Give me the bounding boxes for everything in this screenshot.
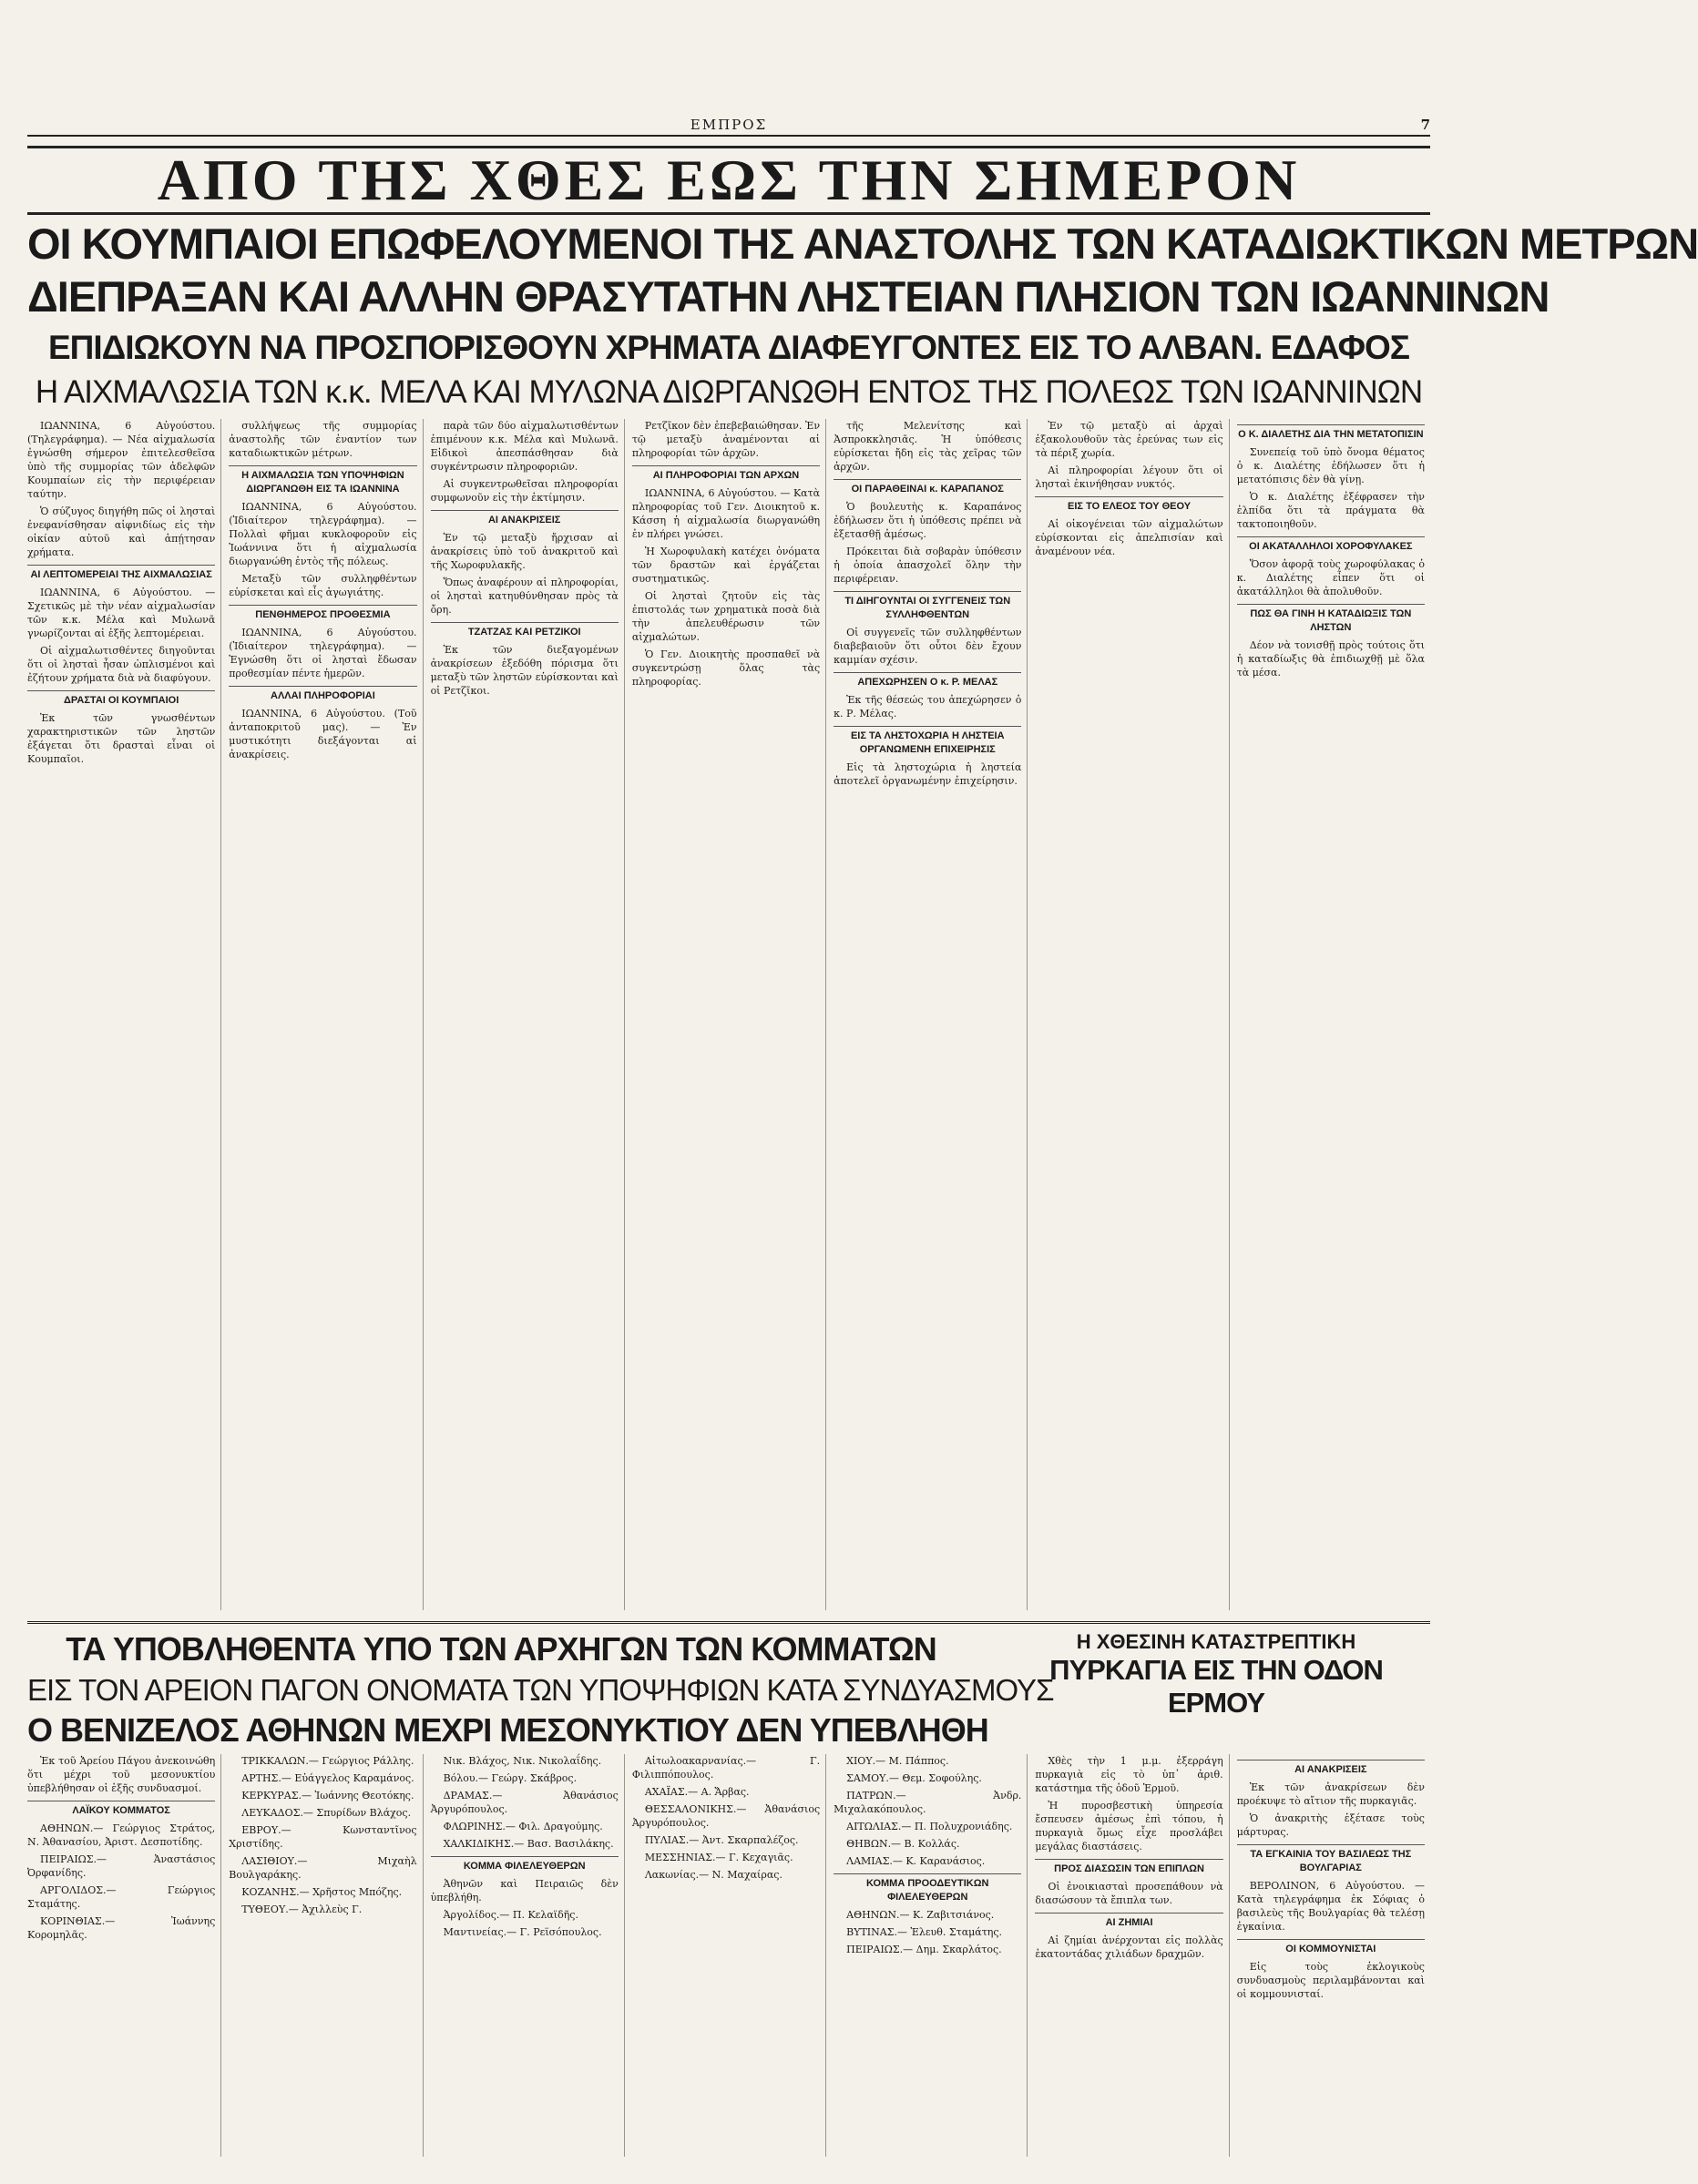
paragraph: Ἐκ τῶν γνωσθέντων χαρακτηριστικῶν τῶν ληστῶν ἐξάγεται ὅτι δρασταὶ εἶναι οἱ Κουμπαῖοι. (27, 712, 216, 765)
paragraph: ΑΙΤΩΛΙΑΣ.— Π. Πολυχρονιάδης. (846, 1821, 1013, 1832)
paragraph: Λακωνίας.— Ν. Μαχαίρας. (644, 1869, 783, 1881)
paragraph: ΑΘΗΝΩΝ.— Γεώργιος Στράτος, Ν. Ἀθανασίου, Ἀριστ. Δεσποτίδης. (27, 1822, 216, 1848)
paragraph: ΙΩΑΝΝΙΝΑ, 6 Αὐγούστου. — Σχετικῶς μὲ τὴν νέαν αἰχμαλωσίαν τῶν κ.κ. Μέλα καὶ Μυλωνᾶ γνωρίζονται αἱ ἑξῆς λεπτομέρειαι. (27, 587, 216, 639)
article-column (1035, 1754, 1229, 2157)
paragraph: Αἱ συγκεντρωθεῖσαι πληροφορίαι συμφωνοῦν εἰς τὴν ἐκτίμησιν. (430, 478, 619, 504)
paragraph: ΛΑΜΙΑΣ.— Κ. Καρανάσιος. (846, 1855, 986, 1867)
article-column (1237, 419, 1430, 1610)
upper-article-columns (27, 419, 1430, 1610)
paragraph: ΙΩΑΝΝΙΝΑ, 6 Αὐγούστου. — Κατὰ πληροφορίας τοῦ Γεν. Διοικητοῦ κ. Κάσση ἡ αἰχμαλωσία διωργανώθη ἐν πλήρει γνώσει. (631, 487, 821, 540)
paragraph: Ὁ Γεν. Διοικητὴς προσπαθεῖ νὰ συγκεντρώσῃ ὅλας τὰς πληροφορίας. (631, 648, 821, 688)
paragraph: Οἱ λησταὶ ζητοῦν εἰς τὰς ἐπιστολάς των χρηματικὰ ποσὰ διὰ τὴν ἀπελευθέρωσιν τῶν αἰχμαλώτων. (631, 590, 821, 643)
subheading: ΟΙ ΚΟΜΜΟΥΝΙΣΤΑΙ (1237, 1939, 1425, 1956)
paragraph: Νικ. Βλάχος, Νικ. Νικολαΐδης. (443, 1755, 602, 1767)
article-column (27, 419, 221, 1610)
paragraph: ΘΕΣΣΑΛΟΝΙΚΗΣ.— Ἀθανάσιος Ἀργυρόπουλος. (631, 1803, 821, 1829)
paragraph: Βόλου.— Γεώργ. Σκάβρος. (443, 1772, 578, 1784)
paragraph: Αἱ ζημίαι ἀνέρχονται εἰς πολλὰς ἑκατοντάδας χιλιάδων δραχμῶν. (1035, 1934, 1223, 1960)
article-column (229, 419, 423, 1610)
newspaper-name: ΕΜΠΡΟΣ (690, 117, 768, 133)
subheading: ΑΛΛΑΙ ΠΛΗΡΟΦΟΡΙΑΙ (229, 686, 416, 703)
article-column (431, 419, 625, 1610)
paragraph: τῆς Μελενίτσης καὶ Ἀσπροκκλησιᾶς. Ἡ ὑπόθεσις εὑρίσκεται ἤδη εἰς τὰς χεῖρας τῶν ἀρχῶν. (834, 420, 1022, 473)
paragraph: Χθὲς τὴν 1 μ.μ. ἐξερράγη πυρκαγιὰ εἰς τὸ ὑπ᾽ ἀριθ. κατάστημα τῆς ὁδοῦ Ἑρμοῦ. (1035, 1755, 1223, 1794)
fire-article-headline (1002, 1630, 1430, 1720)
paragraph: Ἐν τῷ μεταξὺ ἤρχισαν αἱ ἀνακρίσεις ὑπὸ τοῦ ἀνακριτοῦ καὶ τῆς Χωροφυλακῆς. (430, 532, 619, 571)
lower-headline-1: ΤΑ ΥΠΟΒΛΗΘΕΝΤΑ ΥΠΟ ΤΩΝ ΑΡΧΗΓΩΝ ΤΩΝ ΚΟΜΜΑΤΩΝ (66, 1630, 936, 1668)
running-head (27, 117, 1430, 137)
subheading: ΠΕΝΘΗΜΕΡΟΣ ΠΡΟΘΕΣΜΙΑ (229, 605, 416, 622)
paragraph: Οἱ συγγενεῖς τῶν συλληφθέντων διαβεβαιοῦν ὅτι οὗτοι δὲν ἔχουν καμμίαν σχέσιν. (834, 627, 1022, 666)
paragraph: ΚΟΡΙΝΘΙΑΣ.— Ἰωάννης Κορομηλᾶς. (27, 1915, 216, 1941)
subheading: ΑΙ ΠΛΗΡΟΦΟΡΙΑΙ ΤΩΝ ΑΡΧΩΝ (632, 465, 820, 483)
paragraph: ΚΟΖΑΝΗΣ.— Χρῆστος Μπόζης. (241, 1886, 403, 1898)
paragraph: Ἡ πυροσβεστικὴ ὑπηρεσία ἔσπευσεν ἀμέσως ἐπὶ τόπου, ἡ πυρκαγιὰ ὅμως εἶχε προσλάβει μεγάλας διαστάσεις. (1035, 1800, 1223, 1852)
paragraph: Ἐκ τῶν διεξαγομένων ἀνακρίσεων ἐξεδόθη πόρισμα ὅτι μεταξὺ τῶν ληστῶν εὑρίσκονται καὶ οἱ Ρετζῖκοι. (430, 644, 619, 697)
paragraph: ΔΡΑΜΑΣ.— Ἀθανάσιος Ἀργυρόπουλος. (430, 1790, 619, 1815)
paragraph: ΛΕΥΚΑΔΟΣ.— Σπυρίδων Βλάχος. (241, 1807, 412, 1819)
article-column (27, 1754, 221, 2157)
subheading: ΚΟΜΜΑ ΠΡΟΟΔΕΥΤΙΚΩΝ ΦΙΛΕΛΕΥΘΕΡΩΝ (834, 1873, 1021, 1904)
paragraph: ΕΒΡΟΥ.— Κωνσταντῖνος Χριστίδης. (229, 1824, 417, 1850)
lower-headline-3: Ο ΒΕΝΙΖΕΛΟΣ ΑΘΗΝΩΝ ΜΕΧΡΙ ΜΕΣΟΝΥΚΤΙΟΥ ΔΕΝ ΥΠΕΒΛΗΘΗ (27, 1711, 988, 1749)
subheading: ΑΙ ΛΕΠΤΟΜΕΡΕΙΑΙ ΤΗΣ ΑΙΧΜΑΛΩΣΙΑΣ (27, 565, 215, 582)
paragraph: Ὁ ἀνακριτὴς ἐξέτασε τοὺς μάρτυρας. (1236, 1812, 1425, 1838)
article-column (229, 1754, 423, 2157)
article-column (632, 1754, 826, 2157)
article-column (1035, 419, 1229, 1610)
subheading: ΤΑ ΕΓΚΑΙΝΙΑ ΤΟΥ ΒΑΣΙΛΕΩΣ ΤΗΣ ΒΟΥΛΓΑΡΙΑΣ (1237, 1844, 1425, 1875)
paragraph: Μεταξὺ τῶν συλληφθέντων εὑρίσκεται καὶ εἷς ἀγωγιάτης. (229, 573, 417, 598)
section-divider (27, 1621, 1430, 1624)
paragraph: ΙΩΑΝΝΙΝΑ, 6 Αὐγούστου. (Ἰδιαίτερον τηλεγράφημα). — Πολλαὶ φῆμαι κυκλοφοροῦν εἰς Ἰωάννινα ὅτι ἡ αἰχμαλωσία διωργανώθη ἐντὸς τῆς πόλεως. (229, 501, 417, 567)
subheading: ΑΙ ΑΝΑΚΡΙΣΕΙΣ (1237, 1760, 1425, 1777)
section-banner (27, 146, 1430, 215)
paragraph: Εἰς τοὺς ἐκλογικοὺς συνδυασμοὺς περιλαμβάνονται καὶ οἱ κομμουνισταί. (1236, 1961, 1425, 2000)
paragraph: Ὁ κ. Διαλέτης ἐξέφρασεν τὴν ἐλπίδα ὅτι τὰ πράγματα θὰ τακτοποιηθοῦν. (1236, 491, 1425, 530)
subheading: ΠΡΟΣ ΔΙΑΣΩΣΙΝ ΤΩΝ ΕΠΙΠΛΩΝ (1035, 1859, 1222, 1876)
paragraph: ΙΩΑΝΝΙΝΑ, 6 Αὐγούστου. (Τοῦ ἀνταποκριτοῦ μας). — Ἐν μυστικότητι διεξάγονται αἱ ἀνακρίσεις. (229, 708, 417, 760)
section-banner-text: ΑΠΟ ΤΗΣ ΧΘΕΣ ΕΩΣ ΤΗΝ ΣΗΜΕΡΟΝ (157, 148, 1301, 212)
paragraph: Ἐν τῷ μεταξὺ αἱ ἀρχαὶ ἐξακολουθοῦν τὰς ἐρεύνας των εἰς τὰ πέριξ χωρία. (1035, 420, 1223, 459)
subheading: ΑΙ ΑΝΑΚΡΙΣΕΙΣ (431, 510, 619, 527)
main-headline-1: ΟΙ ΚΟΥΜΠΑΙΟΙ ΕΠΩΦΕΛΟΥΜΕΝΟΙ ΤΗΣ ΑΝΑΣΤΟΛΗΣ ΤΩΝ ΚΑΤΑΔΙΩΚΤΙΚΩΝ ΜΕΤΡΩΝ (27, 219, 1698, 268)
paragraph: συλλήψεως τῆς συμμορίας ἀναστολῆς τῶν ἐναντίον των καταδιωκτικῶν μέτρων. (229, 420, 417, 459)
subheading: ΠΩΣ ΘΑ ΓΙΝΗ Η ΚΑΤΑΔΙΩΞΙΣ ΤΩΝ ΛΗΣΤΩΝ (1237, 604, 1425, 635)
paragraph: ΤΡΙΚΚΑΛΩΝ.— Γεώργιος Ράλλης. (241, 1755, 414, 1767)
lower-article-columns (27, 1754, 1430, 2157)
paragraph: ΤΥΘΕΟΥ.— Ἀχιλλεὺς Γ. (241, 1903, 363, 1915)
subheading: ΕΙΣ ΤΟ ΕΛΕΟΣ ΤΟΥ ΘΕΟΥ (1035, 496, 1222, 514)
fire-kicker: Η ΧΘΕΣΙΝΗ ΚΑΤΑΣΤΡΕΠΤΙΚΗ (1076, 1630, 1356, 1653)
paragraph: Ὅπως ἀναφέρουν αἱ πληροφορίαι, οἱ λησταὶ κατηυθύνθησαν πρὸς τὰ ὄρη. (430, 577, 619, 616)
page-number: 7 (1420, 117, 1430, 133)
paragraph: Εἰς τὰ ληστοχώρια ἡ ληστεία ἀποτελεῖ ὀργανωμένην ἐπιχείρησιν. (834, 761, 1022, 787)
subheading: Η ΑΙΧΜΑΛΩΣΙΑ ΤΩΝ ΥΠΟΨΗΦΙΩΝ ΔΙΩΡΓΑΝΩΘΗ ΕΙΣ ΤΑ ΙΩΑΝΝΙΝΑ (229, 465, 416, 496)
paragraph: παρὰ τῶν δύο αἰχμαλωτισθέντων ἐπιμένουν κ.κ. Μέλα καὶ Μυλωνᾶ. Εἰδικοὶ ἀπεσπάσθησαν διὰ συγκέντρωσιν πληροφοριῶν. (430, 420, 619, 473)
paragraph: ΑΡΤΗΣ.— Εὐάγγελος Καραμάνος. (241, 1772, 414, 1784)
paragraph: ΠΕΙΡΑΙΩΣ.— Δημ. Σκαρλάτος. (846, 1944, 1002, 1955)
paragraph: ΒΥΤΙΝΑΣ.— Ἐλευθ. Σταμάτης. (846, 1926, 1003, 1938)
subheading: ΛΑΪΚΟΥ ΚΟΜΜΑΤΟΣ (27, 1801, 215, 1818)
paragraph: ΠΕΙΡΑΙΩΣ.— Ἀναστάσιος Ὀρφανίδης. (27, 1853, 216, 1879)
main-headline-2: ΔΙΕΠΡΑΞΑΝ ΚΑΙ ΑΛΛΗΝ ΘΡΑΣΥΤΑΤΗΝ ΛΗΣΤΕΙΑΝ ΠΛΗΣΙΟΝ ΤΩΝ ΙΩΑΝΝΙΝΩΝ (27, 272, 1550, 321)
paragraph: Πρόκειται διὰ σοβαρὰν ὑπόθεσιν ἡ ὁποία ἀπασχολεῖ ὅλην τὴν περιφέρειαν. (834, 546, 1022, 585)
paragraph: ΚΕΡΚΥΡΑΣ.— Ἰωάννης Θεοτόκης. (241, 1790, 414, 1801)
lower-headline-2: ΕΙΣ ΤΟΝ ΑΡΕΙΟΝ ΠΑΓΟΝ ΟΝΟΜΑΤΑ ΤΩΝ ΥΠΟΨΗΦΙΩΝ ΚΑΤΑ ΣΥΝΔΥΑΣΜΟΥΣ (27, 1673, 1054, 1707)
paragraph: Ὅσον ἀφορᾷ τοὺς χωροφύλακας ὁ κ. Διαλέτης εἶπεν ὅτι οἱ ἀκατάλληλοι θὰ ἀπολυθοῦν. (1236, 558, 1425, 597)
paragraph: Ἐκ τοῦ Ἀρείου Πάγου ἀνεκοινώθη ὅτι μέχρι τοῦ μεσονυκτίου ὑπεβλήθησαν οἱ ἑξῆς συνδυασμοί. (27, 1755, 216, 1794)
paragraph: Ἐκ τῆς θέσεώς του ἀπεχώρησεν ὁ κ. Ρ. Μέλας. (834, 694, 1022, 719)
paragraph: ΙΩΑΝΝΙΝΑ, 6 Αὐγούστου. (Ἰδιαίτερον τηλεγράφημα). — Ἐγνώσθη ὅτι οἱ λησταὶ ἔδωσαν προθεσμίαν πέντε ἡμερῶν. (229, 627, 417, 679)
paragraph: Αἱ πληροφορίαι λέγουν ὅτι οἱ λησταὶ ἐκινήθησαν νυκτός. (1035, 464, 1223, 490)
article-column (834, 1754, 1028, 2157)
paragraph: ΧΑΛΚΙΔΙΚΗΣ.— Βασ. Βασιλάκης. (443, 1838, 614, 1850)
paragraph: ΑΘΗΝΩΝ.— Κ. Ζαβιτσιάνος. (846, 1909, 995, 1921)
subheading: ΔΡΑΣΤΑΙ ΟΙ ΚΟΥΜΠΑΙΟΙ (27, 690, 215, 708)
paragraph: Ἡ Χωροφυλακὴ κατέχει ὀνόματα τῶν δραστῶν καὶ ἐργάζεται συστηματικῶς. (631, 546, 821, 585)
subheading: ΟΙ ΠΑΡΑΘΕΙΝΑΙ κ. ΚΑΡΑΠΑΝΟΣ (834, 479, 1021, 496)
subheading: ΤΖΑΤΖΑΣ ΚΑΙ ΡΕΤΖΙΚΟΙ (431, 622, 619, 639)
paragraph: ΦΛΩΡΙΝΗΣ.— Φιλ. Δραγούμης. (443, 1821, 603, 1832)
paragraph: Ἐκ τῶν ἀνακρίσεων δὲν προέκυψε τὸ αἴτιον τῆς πυρκαγιᾶς. (1236, 1781, 1425, 1807)
main-headline-4: Η ΑΙΧΜΑΛΩΣΙΑ ΤΩΝ κ.κ. ΜΕΛΑ ΚΑΙ ΜΥΛΩΝΑ ΔΙΩΡΓΑΝΩΘΗ ΕΝΤΟΣ ΤΗΣ ΠΟΛΕΩΣ ΤΩΝ ΙΩΑΝΝΙΝΩΝ (35, 374, 1423, 410)
paragraph: Ρετζῖκον δὲν ἐπεβεβαιώθησαν. Ἐν τῷ μεταξὺ ἀναμένονται αἱ πληροφορίαι τῶν ἀρχῶν. (631, 420, 821, 459)
paragraph: ΜΕΣΣΗΝΙΑΣ.— Γ. Κεχαγιᾶς. (644, 1852, 793, 1863)
subheading: ΑΠΕΧΩΡΗΣΕΝ Ο κ. Ρ. ΜΕΛΑΣ (834, 672, 1021, 689)
paragraph: Δέον νὰ τονισθῇ πρὸς τούτοις ὅτι ἡ καταδίωξις θὰ ἐπιδιωχθῇ μὲ ὅλα τὰ μέσα. (1236, 639, 1425, 679)
subheading: Ο Κ. ΔΙΑΛΕΤΗΣ ΔΙΑ ΤΗΝ ΜΕΤΑΤΟΠΙΣΙΝ (1237, 424, 1425, 442)
paragraph: ΧΙΟΥ.— Μ. Πάππος. (846, 1755, 949, 1767)
main-headline-3: ΕΠΙΔΙΩΚΟΥΝ ΝΑ ΠΡΟΣΠΟΡΙΣΘΟΥΝ ΧΡΗΜΑΤΑ ΔΙΑΦΕΥΓΟΝΤΕΣ ΕΙΣ ΤΟ ΑΛΒΑΝ. ΕΔΑΦΟΣ (47, 329, 1410, 366)
paragraph: Ἀθηνῶν καὶ Πειραιῶς δὲν ὑπεβλήθη. (430, 1878, 619, 1903)
article-column (632, 419, 826, 1610)
paragraph: Ὁ βουλευτὴς κ. Καραπάνος ἐδήλωσεν ὅτι ἡ ὑπόθεσις πρέπει νὰ ἐξετασθῇ ἀμέσως. (834, 501, 1022, 540)
paragraph: Μαντινείας.— Γ. Ρεϊσόπουλος. (443, 1926, 602, 1938)
article-column (1237, 1754, 1430, 2157)
subheading: ΤΙ ΔΙΗΓΟΥΝΤΑΙ ΟΙ ΣΥΓΓΕΝΕΙΣ ΤΩΝ ΣΥΛΛΗΦΘΕΝΤΩΝ (834, 591, 1021, 622)
paragraph: Ὁ σύζυγος διηγήθη πῶς οἱ λησταὶ ἐνεφανίσθησαν αἰφνιδίως εἰς τὴν οἰκίαν αὐτοῦ καὶ ἀπῄτησαν χρήματα. (27, 505, 216, 558)
paragraph: ΙΩΑΝΝΙΝΑ, 6 Αὐγούστου. (Τηλεγράφημα). — Νέα αἰχμαλωσία ἐγνώσθη σήμερον ἐπιτελεσθεῖσα ὑπὸ τῆς συμμορίας τῶν ἀδελφῶν Κουμπαίων εἰς τὴν περιφέρειαν ταύτην. (27, 420, 216, 500)
paragraph: ΘΗΒΩΝ.— Β. Κολλάς. (846, 1838, 960, 1850)
paragraph: Οἱ ἐνοικιασταὶ προσεπάθουν νὰ διασώσουν τὰ ἔπιπλα των. (1035, 1881, 1223, 1906)
paragraph: ΑΧΑΪΑΣ.— Α. Ἄρβας. (644, 1786, 750, 1798)
paragraph: Οἱ αἰχμαλωτισθέντες διηγοῦνται ὅτι οἱ λησταὶ ἦσαν ὡπλισμένοι καὶ ἐζήτουν χρήματα διὰ νὰ διαφύγουν. (27, 645, 216, 684)
article-column (834, 419, 1028, 1610)
fire-title: ΠΥΡΚΑΓΙΑ ΕΙΣ ΤΗΝ ΟΔΟΝ ΕΡΜΟΥ (1049, 1654, 1383, 1719)
paragraph: Αἱ οἰκογένειαι τῶν αἰχμαλώτων εὑρίσκονται εἰς ἀπελπισίαν καὶ ἀναμένουν νέα. (1035, 518, 1223, 557)
article-column (431, 1754, 625, 2157)
paragraph: Συνεπείᾳ τοῦ ὑπὸ ὄνομα θέματος ὁ κ. Διαλέτης ἐδήλωσεν ὅτι ἡ μετατόπισις δὲν θὰ γίνῃ. (1236, 446, 1425, 485)
paragraph: ΛΑΣΙΘΙΟΥ.— Μιχαὴλ Βουλγαράκης. (229, 1855, 417, 1881)
paragraph: Ἀργολίδος.— Π. Κελαϊδῆς. (443, 1909, 578, 1921)
subheading: ΚΟΜΜΑ ΦΙΛΕΛΕΥΘΕΡΩΝ (431, 1856, 619, 1873)
paragraph: Αἰτωλοακαρνανίας.— Γ. Φιλιππόπουλος. (631, 1755, 821, 1781)
paragraph: ΣΑΜΟΥ.— Θεμ. Σοφούλης. (846, 1772, 982, 1784)
paragraph: ΑΡΓΟΛΙΔΟΣ.— Γεώργιος Σταμάτης. (27, 1884, 216, 1910)
paragraph: ΠΥΛΙΑΣ.— Ἀντ. Σκαρπαλέζος. (644, 1834, 799, 1846)
subheading: ΕΙΣ ΤΑ ΛΗΣΤΟΧΩΡΙΑ Η ΛΗΣΤΕΙΑ ΟΡΓΑΝΩΜΕΝΗ ΕΠΙΧΕΙΡΗΣΙΣ (834, 726, 1021, 757)
paragraph: ΠΑΤΡΩΝ.— Ἀνδρ. Μιχαλακόπουλος. (834, 1790, 1022, 1815)
subheading: ΑΙ ΖΗΜΙΑΙ (1035, 1913, 1222, 1930)
paragraph: ΒΕΡΟΛΙΝΟΝ, 6 Αὐγούστου. — Κατὰ τηλεγράφημα ἐκ Σόφιας ὁ βασιλεὺς τῆς Βουλγαρίας θὰ τελέσῃ ἐγκαίνια. (1236, 1880, 1425, 1933)
subheading: ΟΙ ΑΚΑΤΑΛΛΗΛΟΙ ΧΟΡΟΦΥΛΑΚΕΣ (1237, 536, 1425, 554)
